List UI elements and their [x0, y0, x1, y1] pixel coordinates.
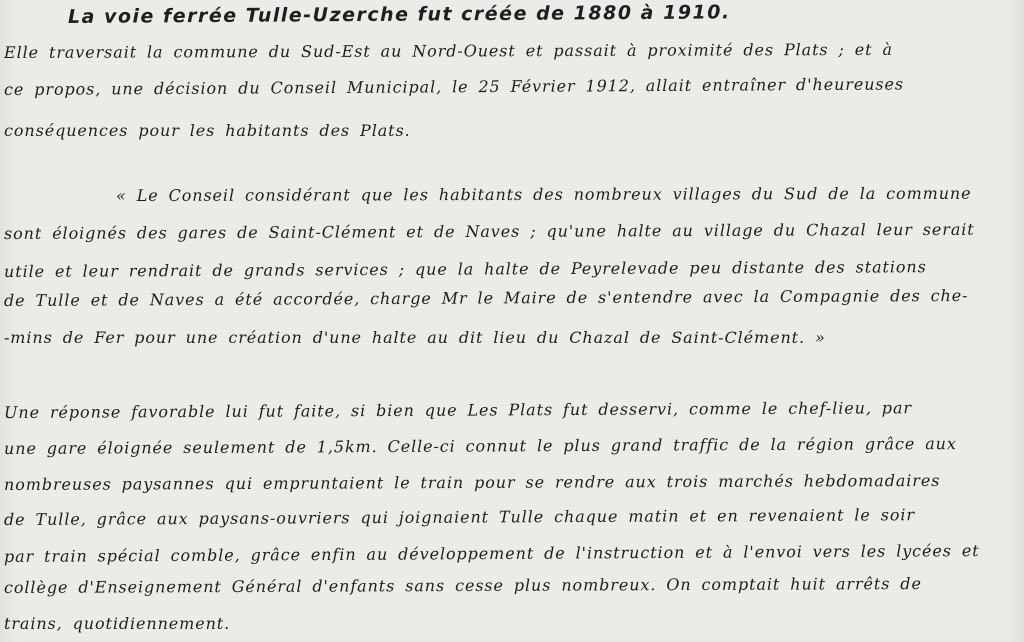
quote-line-1: « Le Conseil considérant que les habitants des nombreux villages du Sud de la commune	[115, 183, 972, 205]
quote-line-4: de Tulle et de Naves a été accordée, charge Mr le Maire de s'entendre avec la Compagnie des che-	[3, 285, 969, 310]
paragraph-1-line-1: Elle traversait la commune du Sud-Est au Nord-Ouest et passait à proximité des Plats ; et à	[3, 39, 893, 62]
quote-line-3: utile et leur rendrait de grands services ; que la halte de Peyrelevade peu distante des stations	[3, 257, 927, 281]
quote-line-2: sont éloignés des gares de Saint-Clément et de Naves ; qu'une halte au village du Chazal leur serait	[3, 219, 975, 243]
paragraph-2-line-6: collège d'Enseignement Général d'enfants sans cesse plus nombreux. On comptait huit arrêts de	[3, 573, 922, 597]
page-title: La voie ferrée Tulle-Uzerche fut créée de 1880 à 1910.	[67, 1, 731, 28]
quote-line-5: -mins de Fer pour une création d'une halte au dit lieu du Chazal de Saint-Clément. »	[4, 328, 826, 347]
paragraph-1-line-2: ce propos, une décision du Conseil Municipal, le 25 Février 1912, allait entraîner d'heureuses	[3, 74, 905, 99]
paragraph-2-line-7: trains, quotidiennement.	[4, 614, 231, 633]
paragraph-2-line-4: de Tulle, grâce aux paysans-ouvriers qui joignaient Tulle chaque matin et en revenaient le soir	[3, 505, 916, 529]
paragraph-2-line-5: par train spécial comble, grâce enfin au développement de l'instruction et à l'envoi vers les lycées et	[3, 541, 980, 566]
paragraph-2-line-3: nombreuses paysannes qui empruntaient le train pour se rendre aux trois marchés hebdomadaires	[3, 470, 941, 494]
paragraph-2-line-1: Une réponse favorable lui fut faite, si bien que Les Plats fut desservi, comme le chef-lieu, par	[3, 398, 912, 422]
paragraph-1-line-3: conséquences pour les habitants des Plats.	[4, 121, 411, 140]
paragraph-2-line-2: une gare éloignée seulement de 1,5km. Celle-ci connut le plus grand traffic de la région grâce aux	[3, 434, 957, 458]
